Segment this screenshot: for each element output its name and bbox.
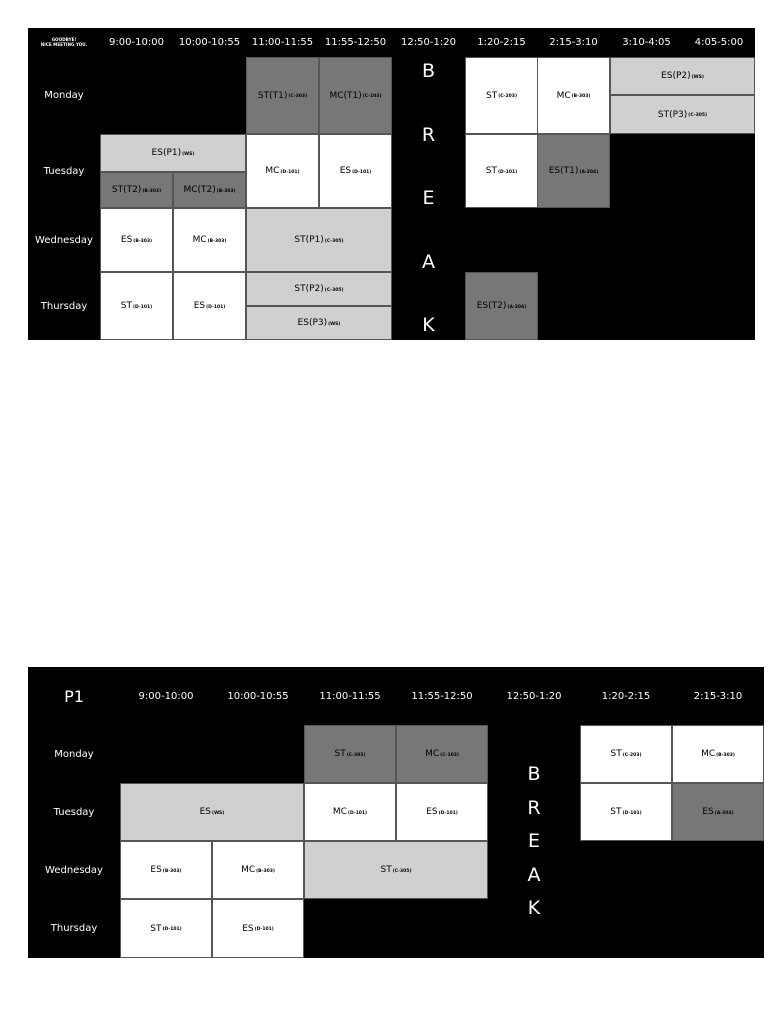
class-cell[interactable] — [610, 57, 755, 95]
room-label: (D-101) — [254, 927, 274, 932]
class-label: ES — [339, 166, 352, 176]
class-label: ST — [485, 166, 497, 176]
class-label: ES — [193, 301, 206, 311]
class-label: MC — [701, 749, 716, 759]
class-label: ST — [610, 749, 622, 759]
time-header: 4:05-5:00 — [694, 36, 744, 48]
room-label: (WS) — [691, 74, 704, 80]
room-label: (A-204) — [579, 169, 599, 175]
room-label: (D-101) — [162, 927, 182, 932]
time-header: 10:00-10:55 — [178, 36, 241, 48]
class-cell[interactable] — [100, 208, 173, 272]
class-cell[interactable] — [212, 899, 304, 958]
class-label: ST(T1) — [257, 90, 288, 101]
class-label: ES — [120, 235, 133, 245]
room-label: (C-305) — [324, 238, 344, 244]
class-cell[interactable] — [610, 95, 755, 134]
room-label: (D-101) — [352, 169, 372, 175]
room-label: (B-303) — [162, 868, 182, 874]
room-label: (D-101) — [280, 169, 300, 175]
break-letter: A — [527, 863, 541, 886]
break-column — [488, 763, 580, 919]
class-cell[interactable] — [246, 134, 319, 208]
class-cell[interactable] — [246, 272, 392, 306]
class-cell[interactable] — [100, 134, 246, 172]
class-cell[interactable] — [120, 841, 212, 899]
day-label-thursday: Thursday — [40, 300, 88, 312]
day-label-thursday: Thursday — [50, 923, 98, 934]
class-label: ES(T2) — [476, 301, 507, 311]
class-label: ST(P2) — [294, 284, 324, 294]
room-label: (C-305) — [392, 868, 412, 874]
class-label: ES — [199, 807, 212, 817]
time-header: 9:00-10:00 — [109, 36, 164, 48]
class-cell[interactable] — [580, 725, 672, 783]
class-cell[interactable] — [465, 57, 538, 134]
class-label: ST — [334, 749, 346, 759]
break-letter: A — [422, 250, 435, 273]
class-label: ST(T2) — [111, 185, 142, 195]
room-label: (C-305) — [324, 287, 344, 293]
class-cell[interactable] — [212, 841, 304, 899]
room-label: (B-303) — [207, 238, 227, 244]
class-label: ST — [120, 301, 132, 311]
break-letter: R — [421, 123, 436, 146]
class-label: ES — [150, 865, 162, 875]
room-label: (C-303) — [346, 752, 366, 758]
class-label: MC — [265, 166, 280, 176]
break-letter: E — [422, 187, 435, 209]
class-label: ST — [150, 923, 162, 934]
class-label: ES — [702, 807, 714, 817]
room-label: (D-101) — [347, 810, 368, 816]
room-label: (B-303) — [256, 868, 275, 874]
class-cell[interactable] — [120, 899, 212, 958]
room-label: (C-203) — [498, 94, 517, 99]
class-cell[interactable] — [173, 172, 246, 208]
room-label: (WS) — [328, 321, 341, 327]
class-cell[interactable] — [465, 272, 538, 340]
time-header: 11:55-12:50 — [324, 36, 387, 48]
time-header: 9:00-10:00 — [138, 690, 194, 702]
room-label: (B-303) — [142, 188, 162, 194]
class-label: MC — [556, 90, 571, 101]
class-label: ST(P1) — [294, 235, 324, 245]
room-label: (WS) — [182, 151, 195, 157]
time-header: 10:00-10:55 — [227, 690, 289, 702]
class-cell[interactable] — [396, 725, 488, 783]
time-header: 1:20-2:15 — [477, 36, 526, 48]
room-label: (D-101) — [133, 304, 153, 310]
class-label: ST — [610, 807, 622, 817]
room-label: (D-101) — [206, 304, 226, 310]
corner-note-line-1: GOODBYE! — [51, 37, 77, 42]
class-cell[interactable] — [246, 208, 392, 272]
time-header: 2:15-3:10 — [693, 690, 743, 702]
p1-timetable — [28, 667, 764, 958]
class-cell[interactable] — [537, 134, 610, 208]
class-cell[interactable] — [304, 841, 488, 899]
room-label: (C-103) — [440, 752, 459, 758]
day-label-tuesday: Tuesday — [53, 806, 95, 818]
room-label: (D-101) — [438, 810, 458, 816]
class-cell[interactable] — [580, 783, 672, 841]
time-header: 11:55-12:50 — [411, 690, 473, 702]
room-label: (WS) — [212, 810, 225, 816]
class-cell[interactable] — [246, 57, 319, 134]
class-cell[interactable] — [672, 783, 764, 841]
class-label: ES(T1) — [548, 166, 579, 176]
class-label: ES(P2) — [661, 71, 691, 81]
class-label: MC(T2) — [183, 185, 216, 195]
class-label: ES(P1) — [151, 148, 182, 158]
corner-note — [28, 28, 100, 56]
class-cell[interactable] — [100, 172, 173, 208]
time-header: 1:20-2:15 — [601, 690, 651, 702]
room-label: (A-204) — [714, 810, 734, 816]
day-label-monday: Monday — [54, 748, 94, 760]
break-letter: E — [527, 830, 540, 852]
room-label: (B-303) — [716, 752, 735, 758]
timetable-title: P1 — [64, 686, 84, 706]
time-header: 11:00-11:55 — [319, 690, 381, 702]
room-label: (D-101) — [498, 169, 518, 175]
time-header: 3:10-4:05 — [622, 36, 671, 48]
room-label: (C-203) — [622, 752, 642, 758]
class-cell[interactable] — [537, 57, 610, 134]
break-column — [392, 60, 465, 336]
break-letter: K — [422, 314, 435, 336]
class-label: MC — [241, 865, 256, 875]
break-letter: B — [527, 763, 541, 785]
class-cell[interactable] — [100, 272, 173, 340]
room-label: (B-303) — [133, 238, 153, 244]
class-label: ES — [426, 807, 438, 817]
room-label: (D-101) — [622, 810, 642, 816]
corner-note-line-2: NICE MEETING YOU. — [40, 42, 88, 47]
room-label: (A-204) — [507, 304, 527, 310]
time-header: 12:50-1:20 — [401, 36, 456, 48]
room-label: (B-303) — [216, 188, 236, 194]
class-label: MC — [192, 235, 207, 245]
class-label: MC — [425, 749, 440, 759]
room-label: (C-305) — [688, 113, 708, 118]
class-cell[interactable] — [396, 783, 488, 841]
full-timetable — [28, 28, 755, 340]
class-cell[interactable] — [304, 783, 396, 841]
class-cell[interactable] — [173, 208, 246, 272]
break-letter: B — [421, 60, 436, 82]
class-cell[interactable] — [304, 725, 396, 783]
time-header: 12:50-1:20 — [506, 690, 562, 702]
class-cell[interactable] — [319, 57, 392, 134]
class-label: ST(P3) — [657, 109, 688, 120]
class-cell[interactable] — [672, 725, 764, 783]
break-letter: K — [527, 897, 541, 919]
class-label: ST — [486, 90, 498, 101]
class-label: ST — [380, 865, 392, 875]
class-label: ES(P3) — [297, 318, 328, 328]
day-label-wednesday: Wednesday — [35, 234, 93, 246]
class-cell[interactable] — [465, 134, 538, 208]
class-label: MC(T1) — [329, 90, 362, 101]
day-label-tuesday: Tuesday — [43, 165, 85, 177]
room-label: (B-303) — [571, 94, 591, 99]
class-cell[interactable] — [246, 306, 392, 340]
time-header: 11:00-11:55 — [251, 36, 314, 48]
time-header: 2:15-3:10 — [549, 36, 598, 48]
day-label-wednesday: Wednesday — [45, 864, 103, 876]
room-label: (C-103) — [362, 94, 382, 99]
break-letter: R — [527, 796, 541, 819]
day-label-monday: Monday — [44, 90, 84, 101]
class-label: ES — [242, 923, 254, 934]
room-label: (C-303) — [288, 94, 308, 99]
class-cell[interactable] — [319, 134, 392, 208]
class-cell[interactable] — [120, 783, 304, 841]
class-cell[interactable] — [173, 272, 246, 340]
class-label: MC — [332, 807, 347, 817]
